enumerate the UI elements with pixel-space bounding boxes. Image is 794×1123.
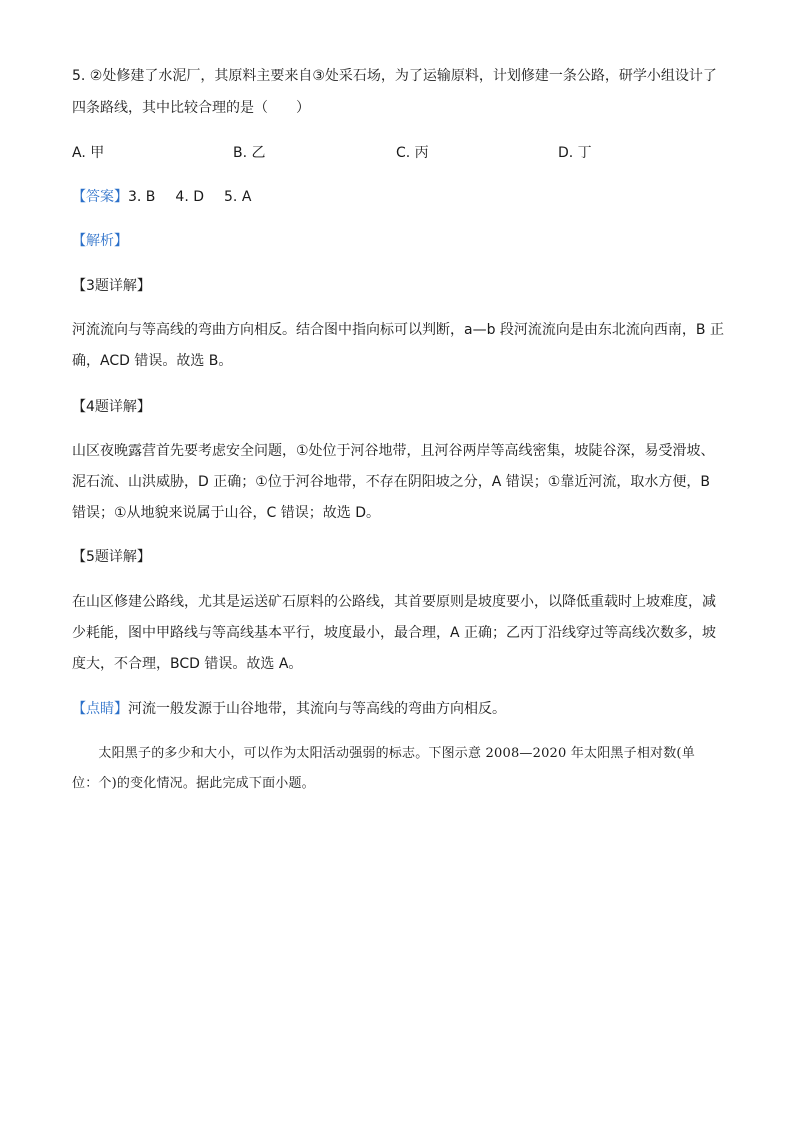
answer-label: 【答案】: [72, 189, 128, 205]
tip-label: 【点睛】: [72, 701, 128, 717]
intro-line-2: 位：个)的变化情况。据此完成下面小题。: [72, 776, 315, 791]
detail-5-line-3: 度大，不合理，BCD 错误。故选 A。: [72, 656, 303, 672]
option-b: B. 乙: [233, 145, 266, 161]
tip-text: 河流一般发源于山谷地带，其流向与等高线的弯曲方向相反。: [128, 701, 506, 717]
answer-4: 4. D: [175, 189, 205, 205]
detail-5-heading: 【5题详解】: [72, 549, 151, 565]
analysis-heading: [72, 231, 722, 251]
detail-4-line-2: 泥石流、山洪威胁，D 正确；①位于河谷地带，不存在阴阳坡之分，A 错误；①靠近河流，取水方便，B: [72, 474, 710, 490]
detail-4-heading: 【4题详解】: [72, 399, 151, 415]
detail-5-line-2: 少耗能，图中甲路线与等高线基本平行，坡度最小，最合理，A 正确；乙丙丁沿线穿过等高线次数多，坡: [72, 625, 717, 641]
tip-line: [72, 699, 722, 719]
option-d: D. 丁: [558, 145, 592, 161]
question-5-line-2: 四条路线，其中比较合理的是（ ）: [72, 100, 310, 116]
detail-5-line-1: 在山区修建公路线，尤其是运送矿石原料的公路线，其首要原则是坡度要小，以降低重载时上坡难度，减: [72, 594, 716, 610]
option-c: C. 丙: [396, 145, 429, 161]
detail-3-line-1: 河流流向与等高线的弯曲方向相反。结合图中指向标可以判断，a—b 段河流流向是由东北流向西南，B 正: [72, 322, 724, 338]
intro-line-1: 太阳黑子的多少和大小，可以作为太阳活动强弱的标志。下图示意 2008—2020 年太阳黑子相对数(单: [72, 746, 695, 761]
detail-4-line-1: 山区夜晚露营首先要考虑安全问题，①处位于河谷地带，且河谷两岸等高线密集，坡陡谷深，易受滑坡、: [72, 443, 715, 459]
detail-3-heading: 【3题详解】: [72, 278, 151, 294]
answer-line: [72, 187, 722, 207]
analysis-label: 【解析】: [72, 233, 128, 249]
answer-5: 5. A: [224, 189, 252, 205]
detail-3-line-2: 确，ACD 错误。故选 B。: [72, 353, 233, 369]
option-a: A. 甲: [72, 145, 105, 161]
detail-4-line-3: 错误；①从地貌来说属于山谷，C 错误；故选 D。: [72, 505, 381, 521]
question-5-options: [72, 143, 722, 163]
answer-3: 3. B: [128, 189, 156, 205]
question-5-line-1: 5. ②处修建了水泥厂，其原料主要来自③处采石场，为了运输原料，计划修建一条公路，研学小组设计了: [72, 68, 717, 84]
